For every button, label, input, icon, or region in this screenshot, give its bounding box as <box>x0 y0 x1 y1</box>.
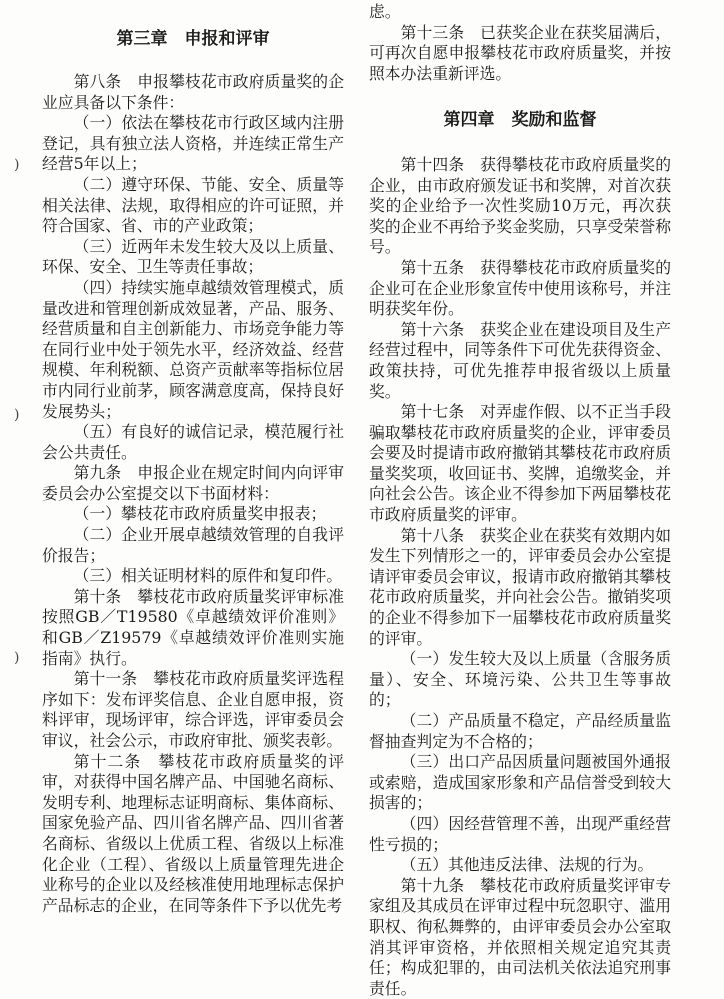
article-paragraph: （一）依法在攀枝花市行政区域内注册登记，具有独立法人资格，并连续正常生产经营5年以上； <box>42 113 344 174</box>
article-paragraph: 第十八条 获奖企业在获奖有效期内如发生下列情形之一的，评审委员会办公室提请评审委员会审议，报请市政府撤销其攀枝花市政府质量奖，并向社会公告。撤销奖项的企业不得参加下一届攀枝花市政府质量奖的评审。 <box>369 525 671 648</box>
article-paragraph: 第十一条 攀枝花市政府质量奖评选程序如下：发布评奖信息、企业自愿申报，资料评审，现场评审，综合评选，评审委员会审议，社会公示，市政府审批、颁奖表彰。 <box>42 669 344 750</box>
chapter-4-heading: 第四章 奖励和监督 <box>443 110 597 131</box>
article-paragraph: 第十九条 攀枝花市政府质量奖评审专家组及其成员在评审过程中玩忽职守、滥用职权、徇私舞弊的，由评审委员会办公室取消其评审资格，并依照相关规定追究其责任；构成犯罪的，由司法机关依法追究刑事责任。 <box>369 875 671 998</box>
article-paragraph: （二）企业开展卓越绩效管理的自我评价报告； <box>42 525 344 565</box>
article-paragraph: （三）出口产品因质量问题被国外通报或索赔，造成国家形象和产品信誉受到较大损害的； <box>369 752 671 813</box>
article-paragraph: 第十七条 对弄虚作假、以不正当手段骗取攀枝花市政府质量奖的企业，评审委员会要及时提请市政府撤销其攀枝花市政府质量奖奖项，收回证书、奖牌，追缴奖金，并向社会公告。该企业不得参加下两届攀枝花市政府质量奖的评审。 <box>369 402 671 525</box>
article-paragraph: （五）其他违反法律、法规的行为。 <box>400 855 654 875</box>
article-paragraph: （五）有良好的诚信记录，模范履行社会公共责任。 <box>42 422 344 462</box>
article-paragraph: （三）近两年未发生较大及以上质量、环保、安全、卫生等责任事故； <box>42 236 344 277</box>
article-paragraph: （一）攀枝花市政府质量奖申报表； <box>73 504 327 524</box>
right-column <box>369 2 671 999</box>
article-paragraph: 第十六条 获奖企业在建设项目及生产经营过程中，同等条件下可优先获得资金、政策扶持，可优先推荐申报省级以上质量奖。 <box>369 319 671 401</box>
article-paragraph: 第十条 攀枝花市政府质量奖评审标准按照GB／T19580《卓越绩效评价准则》和GB／Z19579《卓越绩效评价准则实施指南》执行。 <box>42 586 344 668</box>
article-paragraph: （四）持续实施卓越绩效管理模式，质量改进和管理创新成效显著，产品、服务、经营质量和自主创新能力、市场竞争能力等在同行业中处于领先水平，经济效益、经营规模、年利税额、总资产贡献率等指标位居市内同行业前茅，顾客满意度高，保持良好发展势头； <box>42 277 344 421</box>
left-column <box>42 72 344 916</box>
article-paragraph: 第十五条 获得攀枝花市政府质量奖的企业可在企业形象宣传中使用该称号，并注明获奖年份。 <box>369 257 671 319</box>
article-paragraph: （三）相关证明材料的原件和复印件。 <box>73 566 343 586</box>
continuation-text: 虑。 <box>369 2 401 21</box>
article-paragraph: 第九条 申报企业在规定时间内向评审委员会办公室提交以下书面材料： <box>42 463 344 503</box>
chapter-3-heading: 第三章 申报和评审 <box>116 29 270 49</box>
article-paragraph: 第十二条 攀枝花市政府质量奖的评审，对获得中国名牌产品、中国驰名商标、发明专利、地理标志证明商标、集体商标、国家免验产品、四川省名牌产品、四川省著名商标、省级以上优质工程、省级以上标准化企业（工程）、省级以上质量管理先进企业称号的企业以及经核准使用地理标志保护产品标志的企业，在同等条件下予以优先考 <box>42 751 344 915</box>
article-paragraph: 第八条 申报攀枝花市政府质量奖的企业应具备以下条件： <box>42 72 344 112</box>
margin-mark: ) <box>14 650 20 666</box>
article-paragraph: （四）因经营管理不善，出现严重经营性亏损的； <box>369 813 671 854</box>
article-paragraph: （二）产品质量不稳定，产品经质量监督抽查判定为不合格的； <box>369 711 671 751</box>
margin-mark: ) <box>14 407 20 423</box>
margin-mark: ) <box>14 157 20 173</box>
article-paragraph: （二）遵守环保、节能、安全、质量等相关法律、法规，取得相应的许可证照，并符合国家、省、市的产业政策； <box>42 174 344 236</box>
article-paragraph: 第十三条 已获奖企业在获奖届满后，可再次自愿申报攀枝花市政府质量奖，并按照本办法重新评选。 <box>369 22 671 83</box>
article-paragraph: （一）发生较大及以上质量（含服务质量）、安全、环境污染、公共卫生等事故的； <box>369 649 671 710</box>
article-paragraph: 第十四条 获得攀枝花市政府质量奖的企业，由市政府颁发证书和奖牌，对首次获奖的企业给予一次性奖励10万元，再次获奖的企业不再给予奖金奖励，只享受荣誉称号。 <box>369 154 671 257</box>
